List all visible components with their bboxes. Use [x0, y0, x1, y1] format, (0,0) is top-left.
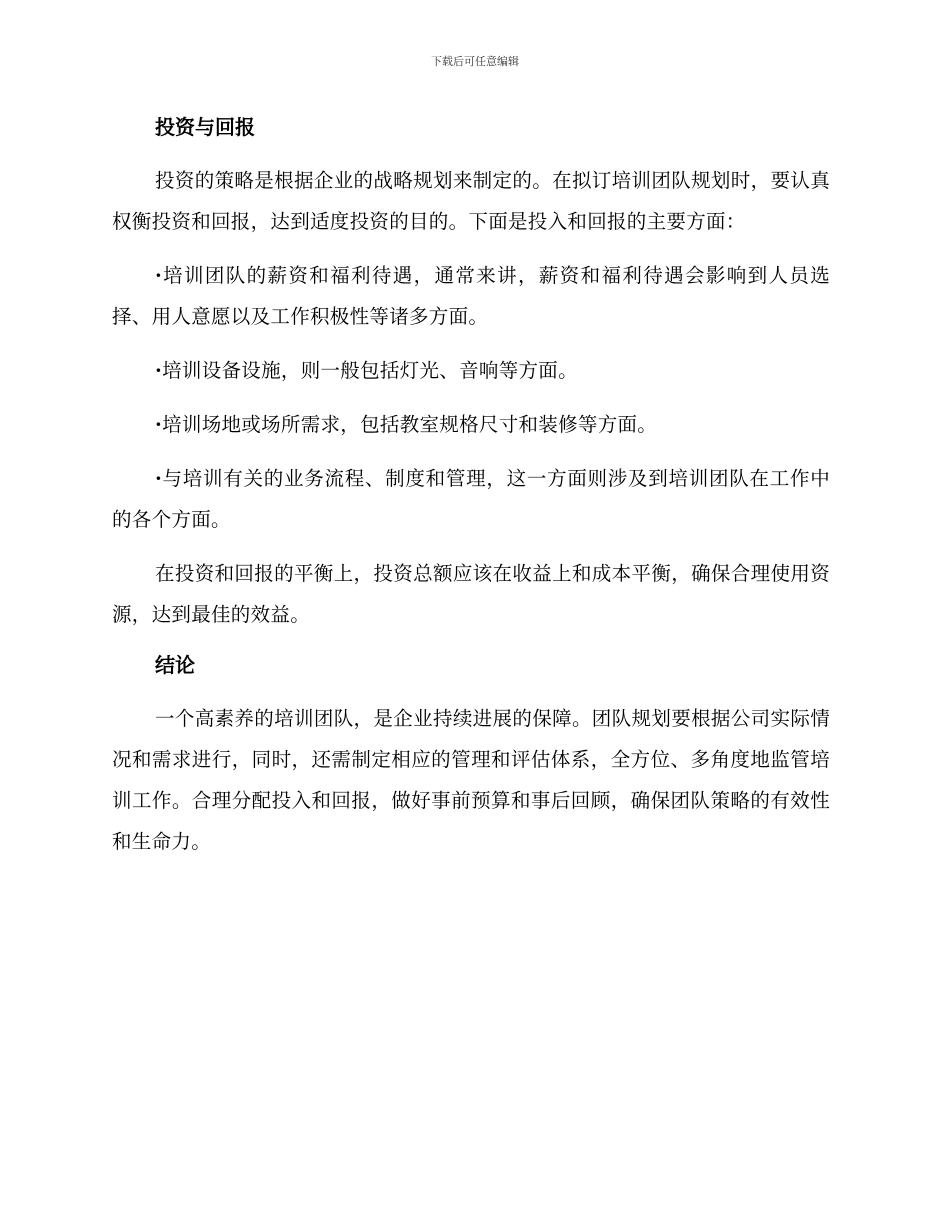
bullet-text: 培训设备设施，则一般包括灯光、音响等方面。: [162, 359, 578, 382]
page-header: 下载后可任意编辑: [431, 55, 519, 68]
investment-closing-paragraph: 在投资和回报的平衡上，投资总额应该在收益上和成本平衡，确保合理使用资源，达到最佳的效益。: [112, 562, 830, 626]
bullet-item: [112, 350, 830, 391]
bullet-symbol: ·: [155, 264, 163, 287]
investment-intro-paragraph: 投资的策略是根据企业的战略规划来制定的。在拟订培训团队规划时，要认真权衡投资和回报，达到适度投资的目的。下面是投入和回报的主要方面：: [112, 169, 830, 233]
conclusion-paragraph: 一个高素养的培训团队，是企业持续进展的保障。团队规划要根据公司实际情况和需求进行，同时，还需制定相应的管理和评估体系，全方位、多角度地监管培训工作。合理分配投入和回报，做好事前预算和事后回顾，确保团队策略的有效性和生命力。: [112, 707, 830, 853]
bullet-text: 培训场地或场所需求，包括教室规格尺寸和装修等方面。: [162, 413, 658, 436]
section-heading-conclusion: 结论: [155, 653, 195, 677]
bullet-item: [112, 404, 830, 445]
document-body: [112, 110, 830, 875]
bullet-symbol: ·: [155, 413, 163, 436]
bullet-item: [112, 255, 830, 337]
bullet-symbol: ·: [155, 359, 163, 382]
bullet-symbol: ·: [155, 467, 163, 490]
section-heading-investment: 投资与回报: [155, 115, 255, 139]
bullet-text: 与培训有关的业务流程、制度和管理，这一方面则涉及到培训团队在工作中的各个方面。: [112, 467, 830, 531]
bullet-item: [112, 458, 830, 540]
bullet-text: 培训团队的薪资和福利待遇，通常来讲，薪资和福利待遇会影响到人员选择、用人意愿以及工作积极性等诸多方面。: [112, 264, 830, 328]
